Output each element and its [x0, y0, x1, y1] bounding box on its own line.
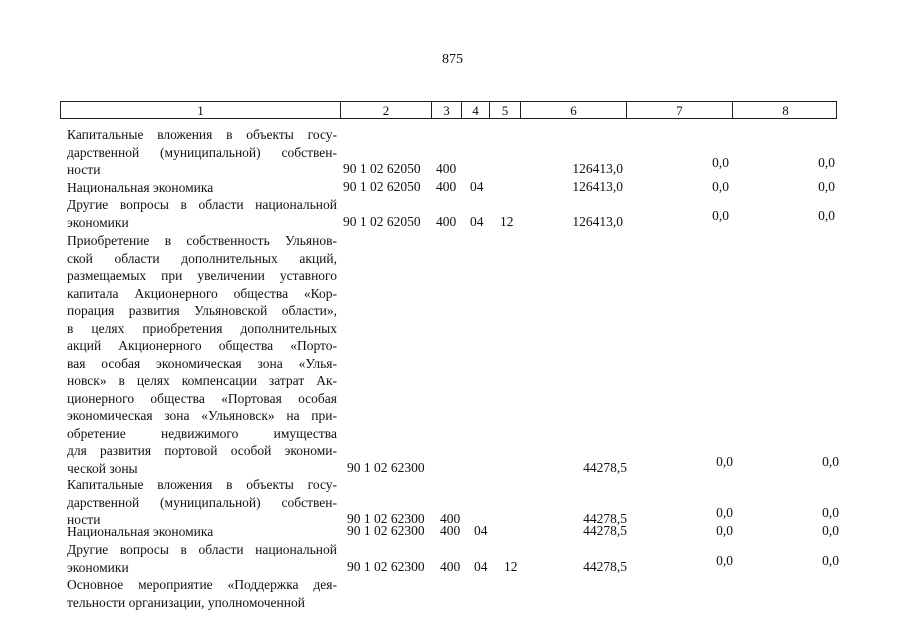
column-8-value: 0,0 [822, 505, 839, 520]
column-header-1: 1 [61, 102, 341, 118]
description-line: ности [67, 162, 101, 177]
description-line: тельности организации, уполномоченной [67, 594, 305, 610]
description-line: Приобретение в собственность Ульянов- [67, 233, 337, 248]
column-7-value: 0,0 [716, 453, 733, 469]
column-7-value: 0,0 [716, 505, 733, 520]
column-header-3: 3 [432, 102, 462, 118]
description-line: акций Акционерного общества «Порто- [67, 338, 337, 353]
expense-type-code: 400 [436, 161, 457, 176]
description-line: новск» в целях компенсации затрат Ак- [67, 373, 337, 388]
column-8-value: 0,0 [822, 453, 839, 469]
section-code: 04 [470, 213, 484, 229]
amount-value: 126413,0 [572, 213, 623, 229]
description-line: экономики [67, 214, 129, 230]
column-8-value: 0,0 [818, 207, 835, 223]
amount-value: 126413,0 [572, 161, 623, 176]
column-8-value: 0,0 [818, 179, 835, 194]
description-line: Капитальные вложения в объекты госу- [67, 127, 337, 142]
expense-type-code: 400 [440, 523, 461, 538]
column-8-value: 0,0 [822, 552, 839, 568]
expense-type-code: 400 [436, 179, 457, 194]
description-line: дарственной (муниципальной) собствен- [67, 144, 337, 160]
target-article-code: 90 1 02 62300 [347, 459, 425, 475]
column-8-value: 0,0 [822, 523, 839, 538]
target-article-code: 90 1 02 62050 [343, 179, 421, 194]
column-header-6: 6 [521, 102, 627, 118]
row-description [67, 179, 337, 197]
column-header-8: 8 [782, 103, 789, 118]
amount-value: 44278,5 [583, 558, 627, 574]
description-line: Другие вопросы в области национальной [67, 197, 337, 212]
description-line: капитала Акционерного общества «Кор- [67, 285, 337, 301]
column-8-value: 0,0 [818, 155, 835, 170]
target-article-code: 90 1 02 62300 [347, 558, 425, 574]
column-header-5: 5 [490, 102, 521, 118]
description-line: размещаемых при увеличении уставного [67, 268, 337, 283]
column-7-value: 0,0 [712, 207, 729, 223]
description-line: Основное мероприятие «Поддержка дея- [67, 577, 337, 592]
amount-value: 44278,5 [583, 523, 627, 538]
section-code: 04 [474, 523, 488, 538]
column-7-value: 0,0 [716, 552, 733, 568]
description-line: для развития портовой особой экономи- [67, 443, 337, 458]
column-7-value: 0,0 [712, 179, 729, 194]
row-description [67, 232, 337, 477]
page-number: 875 [442, 52, 463, 67]
subsection-code: 12 [504, 558, 518, 574]
description-line: порация развития Ульяновской области», [67, 303, 337, 318]
target-article-code: 90 1 02 62300 [347, 511, 425, 526]
column-header-7: 7 [627, 102, 733, 118]
column-header-4: 4 [462, 102, 490, 118]
description-line: Капитальные вложения в объекты госу- [67, 477, 337, 492]
description-line: обретение недвижимого имущества [67, 425, 337, 441]
section-code: 04 [474, 558, 488, 574]
expense-type-code: 400 [440, 511, 461, 526]
description-line: Другие вопросы в области национальной [67, 542, 337, 557]
row-description [67, 576, 337, 611]
column-header-2: 2 [341, 102, 432, 118]
section-code: 04 [470, 179, 484, 194]
row-description [67, 126, 337, 179]
expense-type-code: 400 [436, 213, 457, 229]
description-line: экономики [67, 559, 129, 575]
column-7-value: 0,0 [716, 523, 733, 538]
description-line: ческой зоны [67, 460, 138, 476]
description-line: в целях приобретения дополнительных [67, 320, 337, 336]
description-line: ности [67, 512, 101, 527]
description-line: ционерного общества «Портовая особая [67, 390, 337, 406]
amount-value: 126413,0 [572, 179, 623, 194]
row-description [67, 523, 337, 541]
description-line: ской области дополнительных акций, [67, 250, 337, 266]
amount-value: 44278,5 [583, 459, 627, 475]
description-line: экономическая зона «Ульяновск» на при- [67, 408, 337, 423]
description-line: Национальная экономика [67, 524, 214, 539]
row-description [67, 541, 337, 576]
expense-type-code: 400 [440, 558, 461, 574]
row-description [67, 476, 337, 529]
amount-value: 44278,5 [583, 511, 627, 526]
row-description [67, 196, 337, 231]
description-line: вая особая экономическая зона «Улья- [67, 355, 337, 371]
subsection-code: 12 [500, 213, 514, 229]
target-article-code: 90 1 02 62050 [343, 213, 421, 229]
description-line: дарственной (муниципальной) собствен- [67, 494, 337, 510]
target-article-code: 90 1 02 62300 [347, 523, 425, 538]
target-article-code: 90 1 02 62050 [343, 161, 421, 176]
table-header [60, 101, 837, 119]
column-7-value: 0,0 [712, 155, 729, 170]
description-line: Национальная экономика [67, 180, 214, 195]
